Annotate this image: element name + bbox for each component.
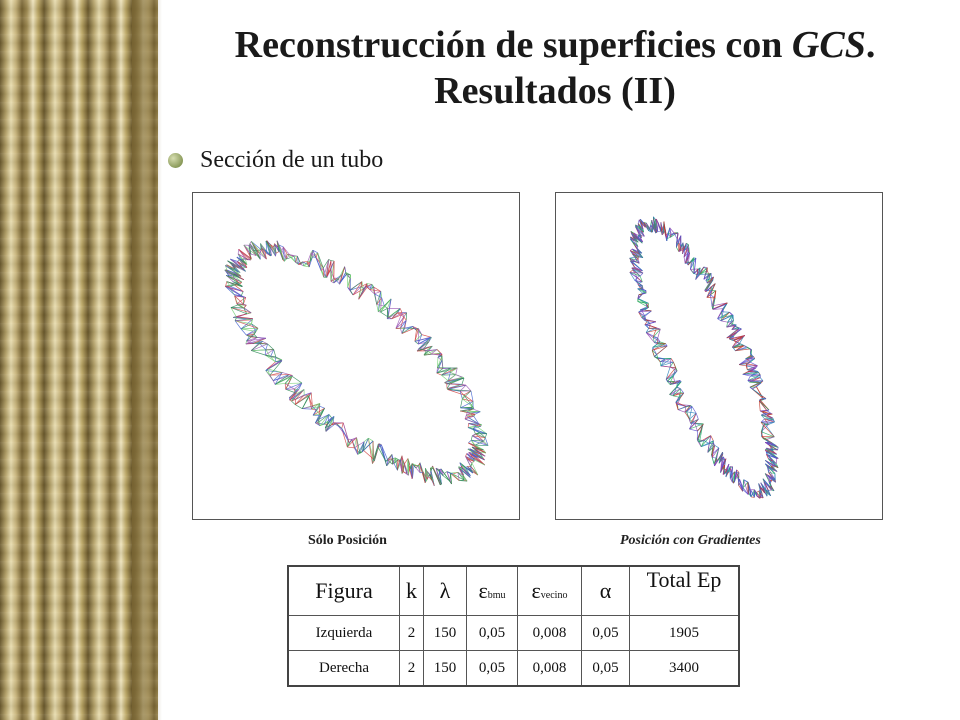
- cell-eps-bmu: 0,05: [467, 651, 518, 687]
- cell-total: 3400: [630, 651, 740, 687]
- cell-k: 2: [400, 616, 424, 651]
- table-row: [288, 616, 739, 651]
- header-total: Total Ep: [630, 566, 740, 616]
- header-alpha: α: [582, 566, 630, 616]
- cell-figura: Derecha: [288, 651, 400, 687]
- curtain-shadow: [132, 0, 162, 720]
- mesh-right-image: [556, 193, 882, 519]
- header-lambda: λ: [424, 566, 467, 616]
- cell-figura: Izquierda: [288, 616, 400, 651]
- eps-bmu-sub: bmu: [487, 590, 506, 601]
- cell-total: 1905: [630, 616, 740, 651]
- header-eps-bmu: [467, 566, 518, 616]
- mesh-left-image: [193, 193, 519, 519]
- title-italic: GCS: [791, 24, 866, 66]
- cell-lambda: 150: [424, 616, 467, 651]
- header-eps-vecino: [518, 566, 582, 616]
- cell-k: 2: [400, 651, 424, 687]
- caption-left: Sólo Posición: [308, 533, 387, 548]
- bullet-text: Sección de un tubo: [200, 147, 384, 173]
- cell-alpha: 0,05: [582, 651, 630, 687]
- table-header-row: [288, 566, 739, 616]
- cell-alpha: 0,05: [582, 616, 630, 651]
- title-prefix: Reconstrucción de superficies con: [234, 24, 792, 66]
- eps-vecino-symbol: ε: [531, 578, 541, 603]
- title-suffix: .: [865, 24, 876, 66]
- header-figura: Figura: [288, 566, 400, 616]
- eps-bmu-symbol: ε: [478, 578, 488, 603]
- caption-right: Posición con Gradientes: [620, 533, 761, 548]
- header-k: k: [400, 566, 424, 616]
- figure-right: [555, 192, 883, 520]
- cell-eps-vecino: 0,008: [518, 651, 582, 687]
- cell-lambda: 150: [424, 651, 467, 687]
- bullet-item: [168, 147, 383, 174]
- title-line2: Resultados (II): [434, 70, 676, 112]
- slide-title: [170, 22, 940, 114]
- parameters-table: [287, 565, 740, 687]
- cell-eps-vecino: 0,008: [518, 616, 582, 651]
- figure-left: [192, 192, 520, 520]
- bullet-dot-icon: [168, 153, 183, 168]
- eps-vecino-sub: vecino: [540, 590, 568, 601]
- cell-eps-bmu: 0,05: [467, 616, 518, 651]
- table-row: [288, 651, 739, 687]
